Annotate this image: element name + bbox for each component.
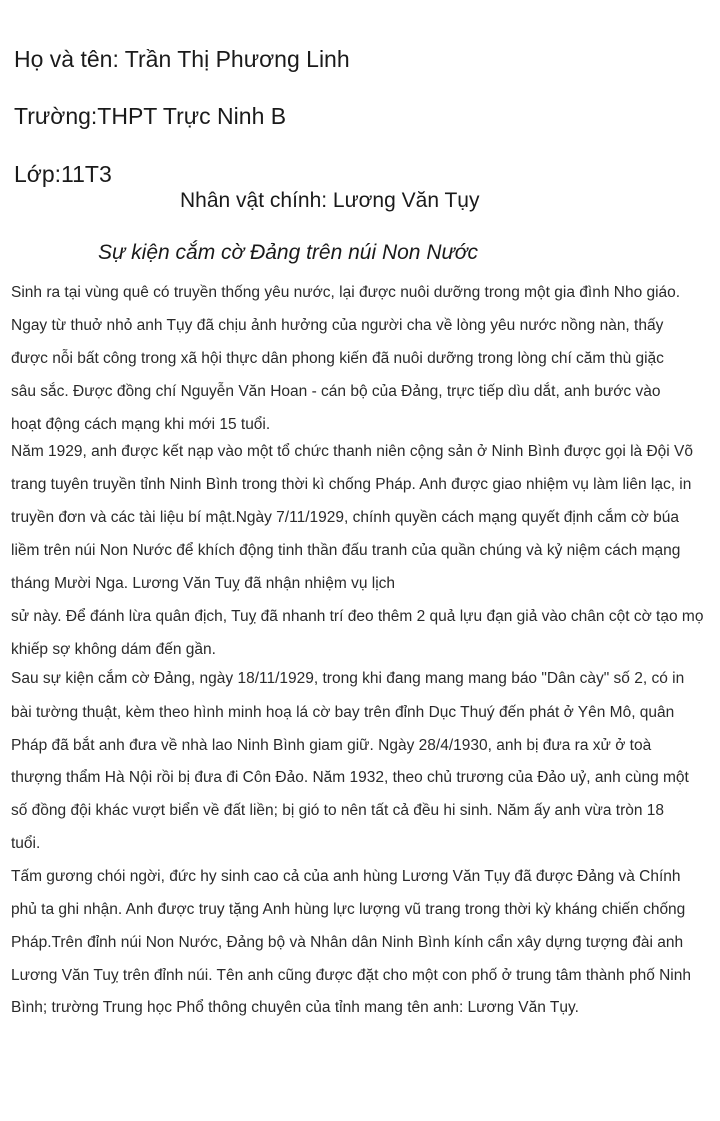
body-line: Tấm gương chói ngời, đức hy sinh cao cả của anh hùng Lương Văn Tụy đã được Đảng và Chính	[11, 868, 681, 885]
body-line: Ngay từ thuở nhỏ anh Tụy đã chịu ảnh hưởng của người cha về lòng yêu nước nồng nàn, thấy	[11, 317, 664, 334]
school-name: Trường:THPT Trực Ninh B	[14, 103, 287, 129]
body-line: Sau sự kiện cắm cờ Đảng, ngày 18/11/1929, trong khi đang mang mang báo "Dân cày" số 2, có in	[11, 670, 685, 687]
event-title: Sự kiện cắm cờ Đảng trên núi Non Nước	[98, 241, 478, 264]
class-name: Lớp:11T3	[14, 161, 112, 187]
body-line: thượng thẩm Hà Nội rồi bị đưa đi Côn Đảo. Năm 1932, theo chủ trương của Đảo uỷ, anh cùng một	[11, 769, 689, 786]
body-line: bài tường thuật, kèm theo hình minh hoạ lá cờ bay trên đỉnh Dục Thuý đến phát ở Yên Mô, quân	[11, 704, 675, 721]
body-line: tuổi.	[11, 835, 41, 852]
body-line: Pháp.Trên đỉnh núi Non Nước, Đảng bộ và Nhân dân Ninh Bình kính cẩn xây dựng tượng đài anh	[11, 934, 684, 951]
body-line: sử này. Để đánh lừa quân địch, Tuỵ đã nhanh trí đeo thêm 2 quả lựu đạn giả vào chân cột cờ tạo mọ	[11, 608, 704, 625]
body-line: Sinh ra tại vùng quê có truyền thống yêu nước, lại được nuôi dưỡng trong một gia đình Nho giáo.	[11, 284, 681, 301]
student-name: Họ và tên: Trần Thị Phương Linh	[14, 46, 350, 72]
body-line: hoạt động cách mạng khi mới 15 tuổi.	[11, 416, 271, 433]
body-line: Pháp đã bắt anh đưa về nhà lao Ninh Bình giam giữ. Ngày 28/4/1930, anh bị đưa ra xử ở toà	[11, 737, 652, 754]
body-line: khiếp sợ không dám đến gần.	[11, 641, 216, 658]
body-line: Lương Văn Tuỵ trên đỉnh núi. Tên anh cũng được đặt cho một con phố ở trung tâm thành phố Ninh	[11, 967, 691, 984]
body-line: được nỗi bất công trong xã hội thực dân phong kiến đã nuôi dưỡng trong lòng chí căm thù giặc	[11, 350, 664, 367]
body-line: sâu sắc. Được đồng chí Nguyễn Văn Hoan - cán bộ của Đảng, trực tiếp dìu dắt, anh bước vào	[11, 383, 661, 400]
body-line: Bình; trường Trung học Phổ thông chuyên của tỉnh mang tên anh: Lương Văn Tụy.	[11, 999, 579, 1016]
main-character-heading: Nhân vật chính: Lương Văn Tụy	[180, 189, 480, 212]
body-line: tháng Mười Nga. Lương Văn Tuỵ đã nhận nhiệm vụ lịch	[11, 575, 396, 592]
body-line: số đồng đội khác vượt biển về đất liền; bị gió to nên tất cả đều hi sinh. Năm ấy anh vừa tròn 18	[11, 802, 665, 819]
body-line: liềm trên núi Non Nước để khích động tinh thần đấu tranh của quần chúng và kỷ niệm cách mạng	[11, 542, 681, 559]
body-line: Năm 1929, anh được kết nạp vào một tổ chức thanh niên cộng sản ở Ninh Bình được gọi là Đội Võ	[11, 443, 694, 460]
body-line: truyền đơn và các tài liệu bí mật.Ngày 7/11/1929, chính quyền cách mạng quyết định cắm cờ búa	[11, 509, 679, 526]
body-line: trang tuyên truyền tỉnh Ninh Bình trong thời kì chống Pháp. Anh được giao nhiệm vụ làm liên lạc, in	[11, 476, 692, 493]
body-line: phủ ta ghi nhận. Anh được truy tặng Anh hùng lực lượng vũ trang trong thời kỳ kháng chiến chống	[11, 901, 686, 918]
